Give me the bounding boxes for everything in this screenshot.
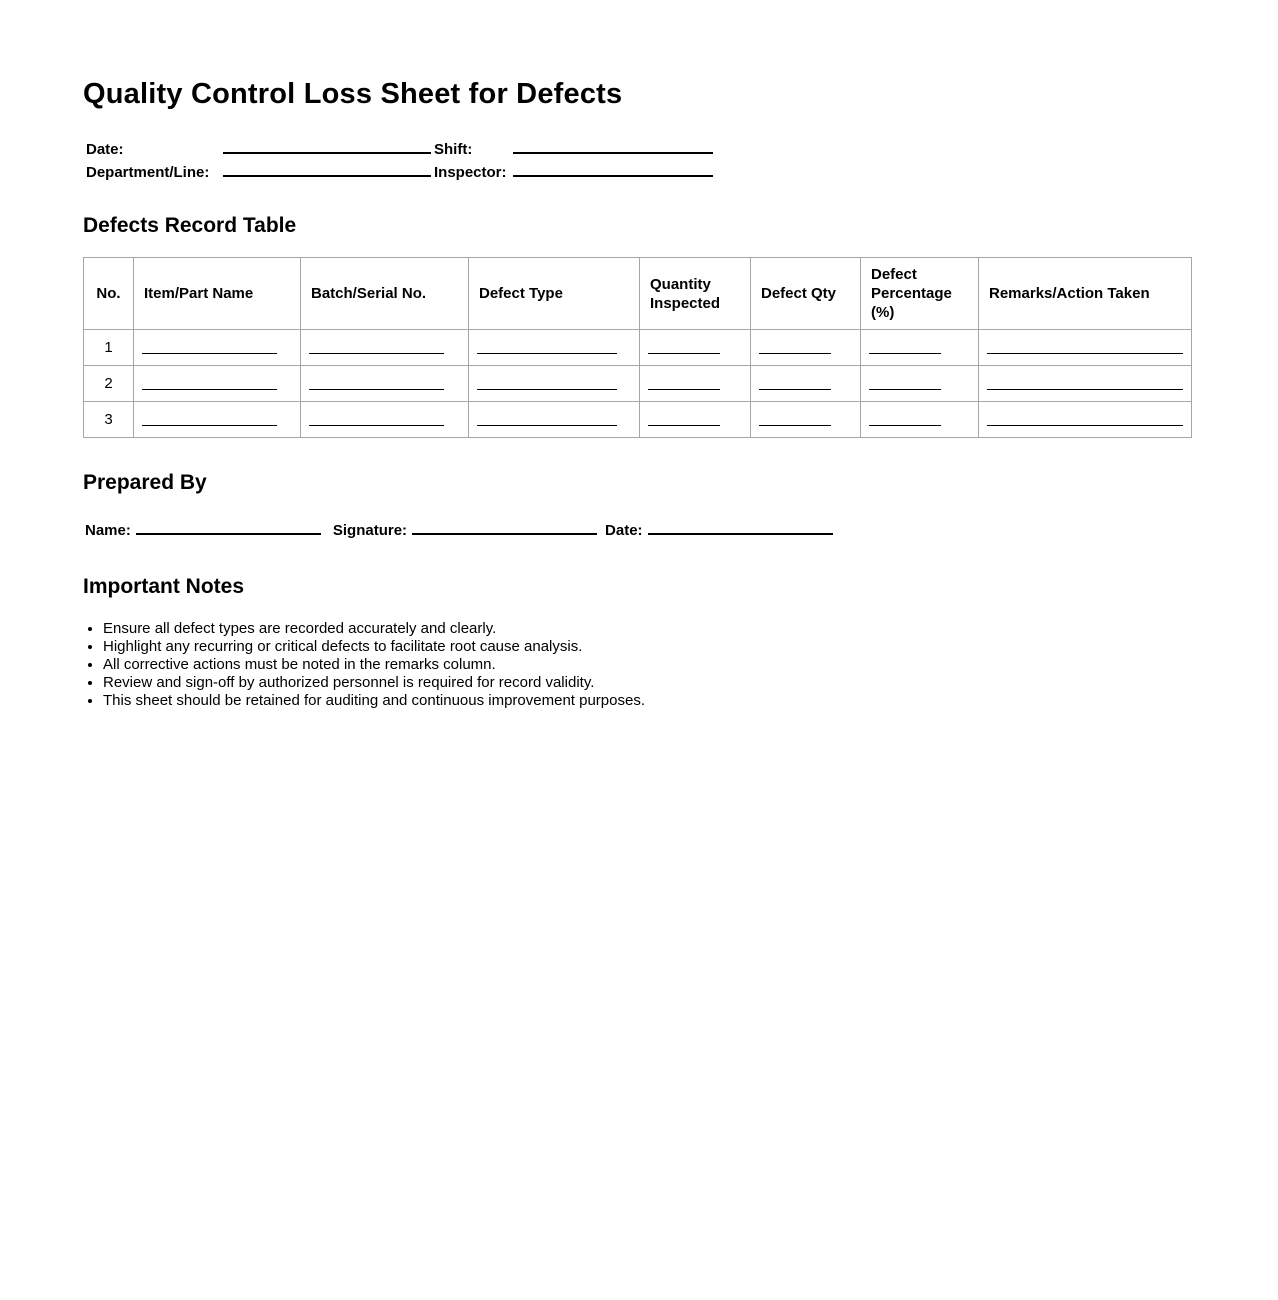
column-header-quantity-inspected: Quantity Inspected (640, 258, 751, 330)
defect-percentage-blank (869, 353, 941, 354)
department-blank-line (223, 175, 431, 177)
note-item: • Highlight any recurring or critical defects to facilitate root cause analysis. (103, 638, 1198, 656)
meta-row-department-inspector (86, 161, 1198, 184)
defect-percentage-blank (869, 425, 941, 426)
row-number: 3 (84, 402, 134, 438)
column-header-item-part-name: Item/Part Name (134, 258, 301, 330)
table-row (84, 366, 1192, 402)
batch-serial-blank (309, 425, 444, 426)
important-notes-heading: Important Notes (83, 575, 245, 598)
shift-label: Shift: (434, 141, 473, 158)
defect-qty-cell (751, 366, 861, 402)
batch-serial-cell (301, 330, 469, 366)
note-item: • Ensure all defect types are recorded accurately and clearly. (103, 620, 1198, 638)
defect-percentage-cell (861, 402, 979, 438)
important-notes-list (83, 620, 1198, 710)
batch-serial-cell (301, 402, 469, 438)
quantity-inspected-cell (640, 330, 751, 366)
inspector-label: Inspector: (434, 164, 507, 181)
department-line-label: Department/Line: (86, 164, 210, 181)
remarks-cell (979, 366, 1192, 402)
row-number: 2 (84, 366, 134, 402)
item-part-name-cell (134, 402, 301, 438)
row-number: 1 (84, 330, 134, 366)
column-header-defect-qty: Defect Qty (751, 258, 861, 330)
signature-label: Signature: (332, 522, 408, 539)
quantity-inspected-cell (640, 402, 751, 438)
batch-serial-cell (301, 366, 469, 402)
signature-blank-line (412, 533, 597, 535)
date-blank-line (223, 152, 431, 154)
defect-type-blank (477, 389, 617, 390)
note-item: • All corrective actions must be noted in the remarks column. (103, 656, 1198, 674)
defect-percentage-cell (861, 366, 979, 402)
quantity-inspected-blank (648, 425, 720, 426)
prepared-date-label: Date: (605, 522, 643, 539)
shift-blank-line (513, 152, 713, 154)
name-blank-line (136, 533, 321, 535)
prepared-date-blank-line (648, 533, 833, 535)
column-header-no: No. (84, 258, 134, 330)
defect-qty-cell (751, 330, 861, 366)
remarks-blank (987, 425, 1183, 426)
prepared-by-heading: Prepared By (83, 471, 207, 494)
item-part-name-blank (142, 425, 277, 426)
defect-percentage-cell (861, 330, 979, 366)
remarks-blank (987, 389, 1183, 390)
item-part-name-blank (142, 389, 277, 390)
remarks-blank (987, 353, 1183, 354)
defect-type-cell (469, 366, 640, 402)
defect-qty-cell (751, 402, 861, 438)
table-header-row (84, 258, 1192, 330)
defect-type-blank (477, 353, 617, 354)
defects-record-table (83, 257, 1192, 438)
column-header-remarks-action-taken: Remarks/Action Taken (979, 258, 1192, 330)
page-title: Quality Control Loss Sheet for Defects (83, 78, 623, 110)
defect-type-cell (469, 402, 640, 438)
remarks-cell (979, 330, 1192, 366)
prepared-by-fields (85, 519, 1198, 542)
defect-qty-blank (759, 353, 831, 354)
date-label: Date: (86, 141, 124, 158)
table-row (84, 330, 1192, 366)
defect-qty-blank (759, 389, 831, 390)
quantity-inspected-blank (648, 389, 720, 390)
quantity-inspected-cell (640, 366, 751, 402)
defect-type-cell (469, 330, 640, 366)
batch-serial-blank (309, 389, 444, 390)
name-label: Name: (85, 522, 131, 539)
column-header-defect-percentage: Defect Percentage (%) (861, 258, 979, 330)
note-item: • This sheet should be retained for auditing and continuous improvement purposes. (103, 692, 1198, 710)
item-part-name-cell (134, 330, 301, 366)
defect-type-blank (477, 425, 617, 426)
meta-row-date-shift (86, 138, 1198, 161)
item-part-name-blank (142, 353, 277, 354)
defect-percentage-blank (869, 389, 941, 390)
column-header-batch-serial-no: Batch/Serial No. (301, 258, 469, 330)
batch-serial-blank (309, 353, 444, 354)
inspector-blank-line (513, 175, 713, 177)
table-row (84, 402, 1192, 438)
defect-qty-blank (759, 425, 831, 426)
column-header-defect-type: Defect Type (469, 258, 640, 330)
quantity-inspected-blank (648, 353, 720, 354)
item-part-name-cell (134, 366, 301, 402)
meta-fields (86, 138, 1198, 184)
note-item: • Review and sign-off by authorized personnel is required for record validity. (103, 674, 1198, 692)
remarks-cell (979, 402, 1192, 438)
defects-table-heading: Defects Record Table (83, 214, 297, 237)
